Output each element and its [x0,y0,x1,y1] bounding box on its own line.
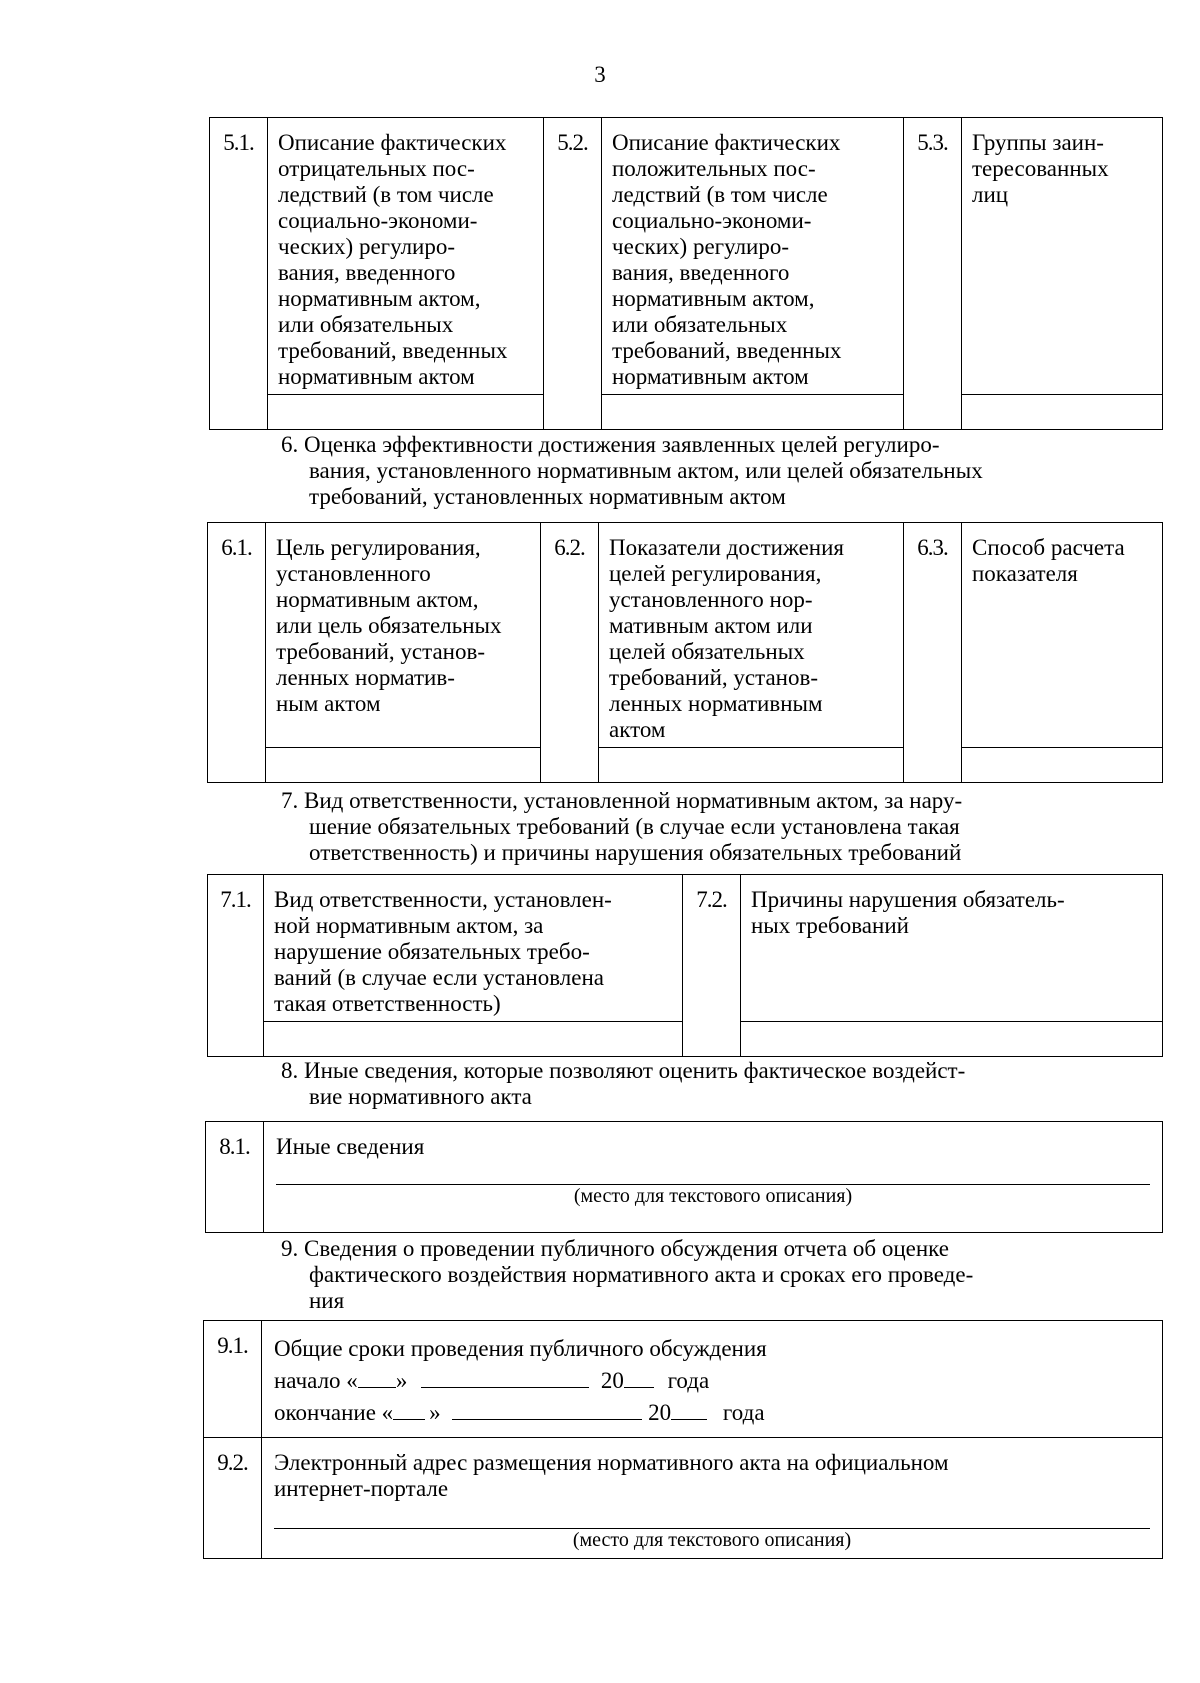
start-day-field[interactable] [358,1365,396,1388]
section-6-heading: 6. Оценка эффективности достижения заявленных целей регулиро- вания, установленного нормативным актом, или целей обязательных требований, установленных нормативным актом [281,432,983,509]
cell-9-2-field [262,1438,1163,1559]
cell-7-1-text: Вид ответственности, установлен- ной нормативным актом, за нарушение обязательных требо- ваний (в случае если установлена такая ответственность) [264,875,683,1022]
section-7-heading: 7. Вид ответственности, установленной нормативным актом, за нару- шение обязательных требований (в случае если установлена такая ответственность) и причины нарушения обязательных требований [281,788,963,865]
table-6 [207,522,1163,783]
page-number: 3 [594,62,606,87]
cell-9-2-number: 9.2. [204,1438,262,1559]
cell-8-1-field [264,1122,1163,1233]
cell-7-2-number: 7.2. [683,875,741,1057]
start-month-field[interactable] [421,1365,589,1388]
start-year-field[interactable] [624,1365,654,1388]
cell-7-2-text: Причины нарушения обязатель- ных требований [741,875,1163,1022]
cell-5-2-blank [602,395,904,430]
end-day-field[interactable] [393,1397,425,1420]
end-year-field[interactable] [671,1397,707,1420]
cell-5-1-blank [268,395,544,430]
cell-6-2-text: Показатели достижения целей регулирования, установленного нор- мативным актом или целей обязательных требований, установ- ленных нормативным актом [599,523,904,748]
section-8-heading: 8. Иные сведения, которые позволяют оценить фактическое воздейст- вие нормативного акта [281,1058,966,1109]
section-9-heading: 9. Сведения о проведении публичного обсуждения отчета об оценке фактического воздействия нормативного акта и сроках его проведе- ния [281,1236,974,1313]
cell-7-2-blank [741,1022,1163,1057]
cell-8-1-number: 8.1. [206,1122,264,1233]
discussion-period-title: Общие сроки проведения публичного обсуждения [274,1336,767,1361]
cell-5-2-text: Описание фактических положительных пос- ледствий (в том числе социально-экономи- ческих) регулиро- вания, введенного нормативным актом, или обязательных требований, введенных нормативным актом [602,118,904,395]
cell-5-3-number: 5.3. [904,118,962,430]
cell-6-2-blank [599,748,904,783]
cell-6-1-number: 6.1. [208,523,266,783]
portal-address-label: Электронный адрес размещения нормативного акта на официальном интернет-портале [274,1450,949,1501]
cell-6-3-number: 6.3. [904,523,962,783]
cell-6-1-blank [266,748,541,783]
end-month-field[interactable] [452,1397,642,1420]
cell-7-1-blank [264,1022,683,1057]
cell-5-1-number: 5.1. [210,118,268,430]
cell-9-1-number: 9.1. [204,1321,262,1438]
cell-6-3-blank [962,748,1163,783]
portal-address-caption: (место для текстового описания) [572,1529,852,1551]
table-9 [203,1320,1163,1559]
cell-6-2-number: 6.2. [541,523,599,783]
other-info-caption: (место для текстового описания) [573,1185,853,1207]
table-8 [205,1121,1163,1233]
cell-5-3-blank [962,395,1163,430]
cell-6-1-text: Цель регулирования, установленного нормативным актом, или цель обязательных требований, установ- ленных норматив- ным актом [266,523,541,748]
discussion-end-row: окончание « » 20 года [274,1397,1150,1429]
cell-9-1-field [262,1321,1163,1438]
other-info-label: Иные сведения [276,1134,425,1159]
discussion-start-row: начало « » 20 года [274,1365,1150,1397]
cell-5-1-text: Описание фактических отрицательных пос- ледствий (в том числе социально-экономи- ческих) регулиро- вания, введенного нормативным актом, или обязательных требований, введенных нормативным актом [268,118,544,395]
cell-5-2-number: 5.2. [544,118,602,430]
cell-6-3-text: Способ расчета показателя [962,523,1163,748]
table-7 [207,874,1163,1057]
cell-7-1-number: 7.1. [208,875,264,1057]
cell-5-3-text: Группы заин- тересованных лиц [962,118,1163,395]
table-5 [209,117,1163,430]
